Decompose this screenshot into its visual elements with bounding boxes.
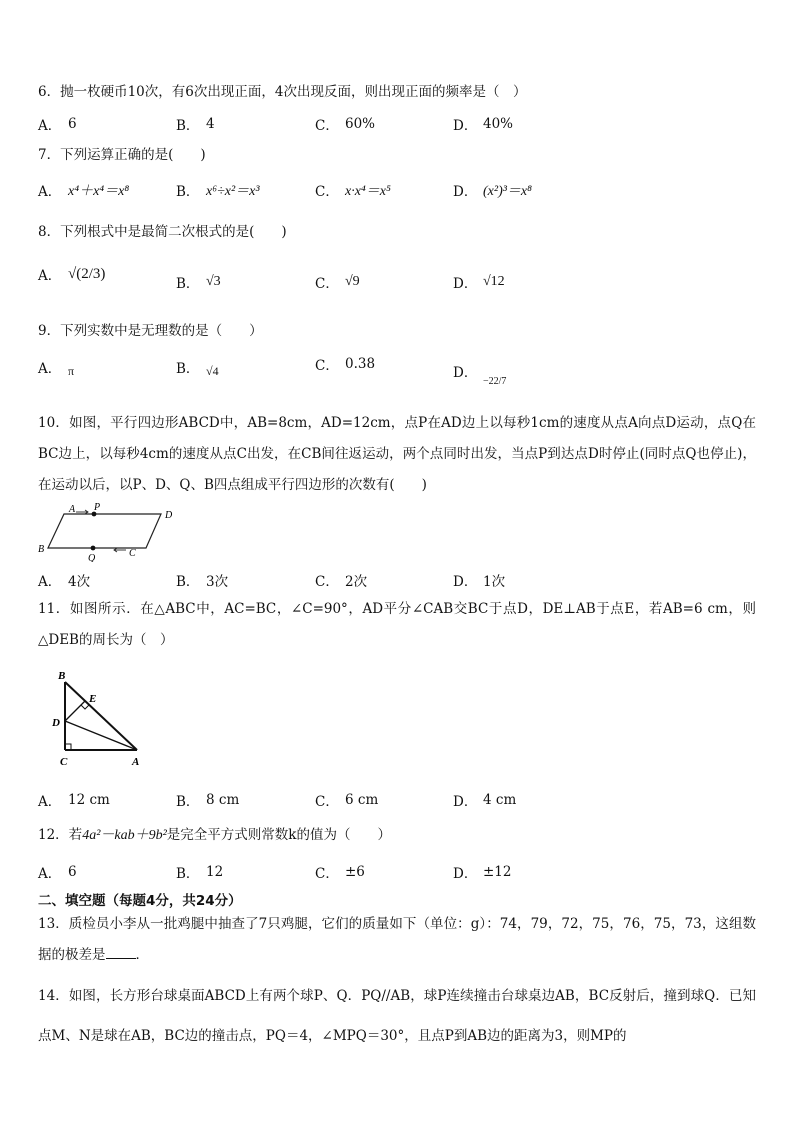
q14-stem: 14．如图，长方形台球桌面ABCD上有两个球P、Q．PQ//AB，球P连续撞击台球桌边AB，BC反射后，撞到球Q．已知点M、N是球在AB，BC边的撞击点，PQ＝4，∠MPQ＝30°，且点P到AB边的距离为3，则MP的 <box>38 988 756 1044</box>
q11-label-a: A <box>132 756 140 768</box>
q12-stem: 12．若4a²－kab＋9b²是完全平方式则常数k的值为（ ） <box>38 827 391 843</box>
q6-stem: 6．抛一枚硬币10次，有6次出现正面，4次出现反面，则出现正面的频率是（ ） <box>38 84 527 100</box>
q8-option-b[interactable]: B． √3 <box>176 274 221 292</box>
q12-option-d[interactable]: D． ±12 <box>453 864 512 882</box>
q10-label-a: A <box>69 504 76 515</box>
q7-stem: 7．下列运算正确的是( ) <box>38 147 206 163</box>
q10-stem: 10．如图，平行四边形ABCD中，AB=8cm，AD=12cm，点P在AD边上以每秒1cm的速度从点A向点D运动，点Q在BC边上，以每秒4cm的速度从点C出发，在CB间往返运动，两个点同时出发，当点P到达点D时停止(同时点Q也停止)，在运动以后，以P、D、Q、B四点组成平行四边形的次数有( ) <box>38 415 756 493</box>
q12-option-b[interactable]: B． 12 <box>176 864 224 882</box>
q10-label-b: B <box>38 544 45 555</box>
q7-options <box>38 180 758 204</box>
q7-option-c[interactable]: C． x·x⁴＝x⁵ <box>315 184 391 200</box>
q8-option-a[interactable]: A． √(2/3) <box>38 265 106 284</box>
q13-stem: 13．质检员小李从一批鸡腿中抽查了7只鸡腿，它们的质量如下（单位：g）：74，79，72，75，76，75，73，这组数据的极差是 ． <box>38 916 756 963</box>
q11-label-d: D <box>52 717 60 729</box>
q9-stem: 9．下列实数中是无理数的是（ ） <box>38 323 263 339</box>
q11-option-c[interactable]: C． 6 cm <box>315 792 379 810</box>
q10-option-c[interactable]: C． 2次 <box>315 574 368 590</box>
q11-triangle-figure <box>48 664 153 770</box>
q8-option-c[interactable]: C． √9 <box>315 274 360 292</box>
q6-option-b[interactable]: B． 4 <box>176 116 215 134</box>
q10-parallelogram-figure <box>36 500 186 562</box>
q10-label-d: D <box>165 510 173 521</box>
q10-option-d[interactable]: D． 1次 <box>453 574 506 590</box>
q9-options <box>38 354 758 387</box>
q13-answer-blank[interactable] <box>106 946 136 959</box>
q10-options <box>38 570 758 594</box>
q6-options <box>38 114 758 138</box>
q7-option-b[interactable]: B． x⁶÷x²＝x³ <box>176 184 260 200</box>
q9-option-b[interactable]: B． √4 <box>176 360 219 378</box>
q7-option-a[interactable]: A． x⁴＋x⁴＝x⁸ <box>38 184 130 200</box>
q10-option-a[interactable]: A． 4次 <box>38 574 91 590</box>
q9-option-c[interactable]: C． 0.38 <box>315 356 376 374</box>
q11-label-e: E <box>89 693 97 705</box>
q11-option-d[interactable]: D． 4 cm <box>453 792 517 810</box>
q12-option-a[interactable]: A． 6 <box>38 864 77 882</box>
q7-option-d[interactable]: D． (x²)³＝x⁸ <box>453 184 533 200</box>
q6-option-a[interactable]: A． 6 <box>38 116 77 134</box>
q6-option-c[interactable]: C． 60% <box>315 116 376 134</box>
q9-option-d[interactable]: D． −22/7 <box>453 364 507 387</box>
q12-expression: 4a²－kab＋9b² <box>82 828 167 843</box>
q11-label-c: C <box>60 756 68 768</box>
q12-option-c[interactable]: C． ±6 <box>315 864 365 882</box>
q11-options <box>38 790 758 814</box>
q6-option-d[interactable]: D． 40% <box>453 116 514 134</box>
q11-stem: 11．如图所示．在△ABC中，AC=BC，∠C=90°，AD平分∠CAB交BC于点D，DE⊥AB于点E，若AB=6 cm，则△DEB的周长为（ ） <box>38 601 756 648</box>
q10-label-q: Q <box>88 553 96 562</box>
q11-label-b: B <box>58 670 66 682</box>
q8-options <box>38 265 758 296</box>
q12-options <box>38 862 758 886</box>
q10-label-c: C <box>129 548 136 559</box>
q8-stem: 8．下列根式中是最简二次根式的是( ) <box>38 224 287 240</box>
q11-option-a[interactable]: A． 12 cm <box>38 792 110 810</box>
q9-option-a[interactable]: A． π <box>38 360 75 378</box>
q11-option-b[interactable]: B． 8 cm <box>176 792 240 810</box>
q8-option-d[interactable]: D． √12 <box>453 274 505 292</box>
q10-option-b[interactable]: B． 3次 <box>176 574 229 590</box>
section-fill-in-title: 二、填空题（每题4分，共24分） <box>38 893 242 909</box>
q10-label-p: P <box>94 502 101 513</box>
